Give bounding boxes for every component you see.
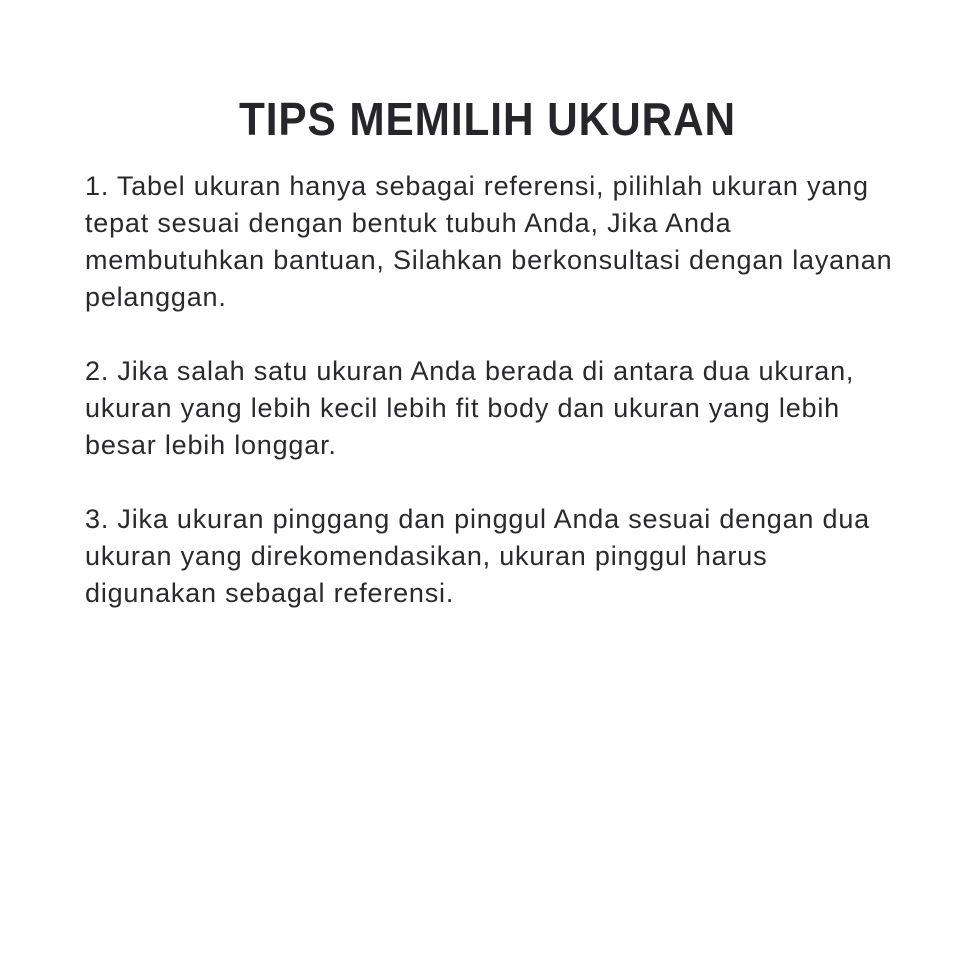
tip-paragraph-3: 3. Jika ukuran pinggang dan pinggul Anda sesuai dengan dua ukuran yang direkomendasikan, ukuran pinggul harus digunakan sebagal referensi. — [85, 504, 870, 608]
tips-list — [85, 168, 905, 649]
tip-paragraph-1: 1. Tabel ukuran hanya sebagai referensi, pilihlah ukuran yang tepat sesuai dengan bentuk tubuh Anda, Jika Anda membutuhkan bantuan, Silahkan berkonsultasi dengan layanan pelanggan. — [85, 171, 893, 312]
tip-paragraph-2: 2. Jika salah satu ukuran Anda berada di antara dua ukuran, ukuran yang lebih kecil lebih fit body dan ukuran yang lebih besar lebih longgar. — [85, 356, 855, 460]
page-title: TIPS MEMILIH UKURAN — [238, 93, 737, 145]
